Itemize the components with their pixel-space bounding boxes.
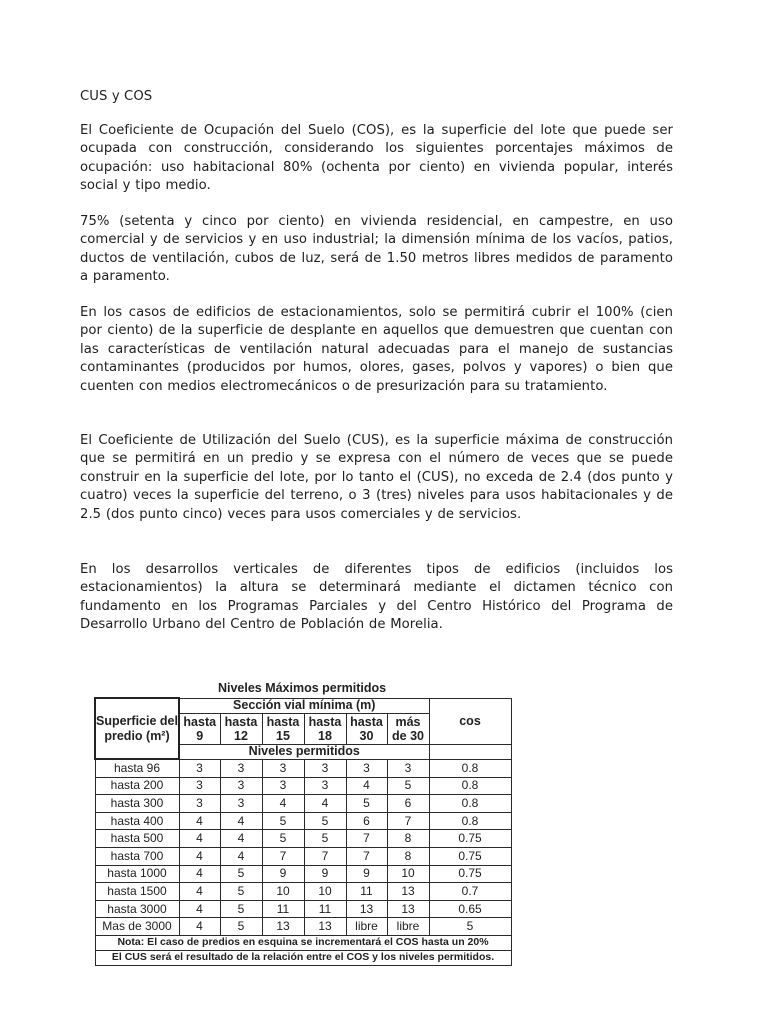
superficie-cell: hasta 200 xyxy=(95,777,179,795)
niveles-cell: 3 xyxy=(304,759,346,777)
niveles-cell: 5 xyxy=(346,795,387,813)
niveles-cell: 4 xyxy=(346,777,387,795)
niveles-cell: 7 xyxy=(346,830,387,848)
cos-cell: 0.8 xyxy=(429,812,511,830)
table-note-row xyxy=(95,950,511,965)
table-row xyxy=(95,759,511,777)
superficie-cell: hasta 1500 xyxy=(95,883,179,901)
niveles-cell: 5 xyxy=(387,777,429,795)
table-note: El CUS será el resultado de la relación entre el COS y los niveles permitidos. xyxy=(95,950,511,965)
niveles-cell: 7 xyxy=(304,847,346,865)
niveles-cell: 8 xyxy=(387,847,429,865)
niveles-cell: 11 xyxy=(262,900,304,918)
cos-cell: 5 xyxy=(429,918,511,936)
table-row xyxy=(95,777,511,795)
niveles-cell: 7 xyxy=(387,812,429,830)
table-row xyxy=(95,830,511,848)
niveles-cell: 13 xyxy=(304,918,346,936)
niveles-cell: 5 xyxy=(304,830,346,848)
niveles-cell: 10 xyxy=(262,883,304,901)
niveles-cell: 10 xyxy=(387,865,429,883)
niveles-cell: 3 xyxy=(179,777,220,795)
niveles-cell: libre xyxy=(387,918,429,936)
niveles-cell: 5 xyxy=(220,883,262,901)
niveles-cell: 4 xyxy=(179,830,220,848)
cos-header-spacer xyxy=(429,744,511,759)
cos-cell: 0.8 xyxy=(429,795,511,813)
niveles-cell: 4 xyxy=(179,883,220,901)
niveles-cell: 7 xyxy=(262,847,304,865)
niveles-cell: 5 xyxy=(220,918,262,936)
niveles-cell: 9 xyxy=(346,865,387,883)
niveles-cell: 3 xyxy=(220,795,262,813)
niveles-table-figure xyxy=(94,680,510,973)
cos-cell: 0.75 xyxy=(429,830,511,848)
superficie-cell: hasta 700 xyxy=(95,847,179,865)
page-heading: CUS y COS xyxy=(80,89,153,104)
niveles-cell: 13 xyxy=(387,883,429,901)
niveles-cell: 4 xyxy=(179,847,220,865)
niveles-cell: 13 xyxy=(346,900,387,918)
table-row xyxy=(95,883,511,901)
paragraph-cus: El Coeficiente de Utilización del Suelo (CUS), es la superficie máxima de construcción que se permitirá en un predio y se expresa con el número de veces que se puede construir en la superficie del lote, por lo tanto el (CUS), no exceda de 2.4 (dos punto y cuatro) veces la superficie del terreno, o 3 (tres) niveles para usos habitacionales y de 2.5 (dos punto cinco) veces para usos comerciales y de servicios. xyxy=(80,433,673,522)
niveles-cell: 4 xyxy=(220,812,262,830)
column-header: hasta 12 xyxy=(220,713,262,744)
niveles-cell: 11 xyxy=(346,883,387,901)
table-note: Nota: El caso de predios en esquina se incrementará el COS hasta un 20% xyxy=(95,935,511,950)
niveles-cell: 4 xyxy=(179,918,220,936)
cos-cell: 0.8 xyxy=(429,759,511,777)
niveles-cell: 5 xyxy=(262,830,304,848)
table-row xyxy=(95,847,511,865)
niveles-cell: 13 xyxy=(387,900,429,918)
niveles-cell: 10 xyxy=(304,883,346,901)
paragraph-cos: El Coeficiente de Ocupación del Suelo (COS), es la superficie del lote que puede ser ocupada con construcción, considerando los siguientes porcentajes máximos de ocupación: uso habitacional 80% (ochenta por ciento) en vivienda popular, interés social y tipo medio. xyxy=(80,123,673,194)
superficie-cell: hasta 1000 xyxy=(95,865,179,883)
niveles-cell: 4 xyxy=(179,865,220,883)
niveles-cell: 5 xyxy=(304,812,346,830)
niveles-cell: libre xyxy=(346,918,387,936)
niveles-cell: 6 xyxy=(346,812,387,830)
paragraph-desarrollos-verticales: En los desarrollos verticales de diferentes tipos de edificios (incluidos los estacionamientos) la altura se determinará mediante el dictamen técnico con fundamento en los Programas Parciales y del Centro Histórico del Programa de Desarrollo Urbano del Centro de Población de Morelia. xyxy=(80,562,673,633)
niveles-permitidos-header: Niveles permitidos xyxy=(179,744,429,759)
column-header: hasta 30 xyxy=(346,713,387,744)
cos-cell: 0.8 xyxy=(429,777,511,795)
cos-cell: 0.75 xyxy=(429,847,511,865)
niveles-cell: 7 xyxy=(346,847,387,865)
column-header: hasta 18 xyxy=(304,713,346,744)
column-header: más de 30 xyxy=(387,713,429,744)
superficie-header: Superficie del predio (m²) xyxy=(95,698,179,759)
column-header: hasta 15 xyxy=(262,713,304,744)
niveles-cell: 9 xyxy=(262,865,304,883)
superficie-cell: hasta 96 xyxy=(95,759,179,777)
niveles-cell: 3 xyxy=(346,759,387,777)
niveles-cell: 8 xyxy=(387,830,429,848)
table-note-row xyxy=(95,935,511,950)
table-row xyxy=(95,900,511,918)
niveles-cell: 3 xyxy=(179,759,220,777)
niveles-cell: 13 xyxy=(262,918,304,936)
niveles-cell: 3 xyxy=(262,777,304,795)
superficie-cell: hasta 3000 xyxy=(95,900,179,918)
table-title: Niveles Máximos permitidos xyxy=(217,681,387,695)
niveles-cell: 6 xyxy=(387,795,429,813)
table-row xyxy=(95,812,511,830)
niveles-table xyxy=(94,697,512,966)
table-row xyxy=(95,795,511,813)
niveles-cell: 4 xyxy=(179,812,220,830)
seccion-vial-header: Sección vial mínima (m) xyxy=(179,698,429,713)
superficie-cell: Mas de 3000 xyxy=(95,918,179,936)
niveles-cell: 5 xyxy=(220,900,262,918)
cos-cell: 0.7 xyxy=(429,883,511,901)
superficie-cell: hasta 500 xyxy=(95,830,179,848)
superficie-cell: hasta 400 xyxy=(95,812,179,830)
niveles-cell: 5 xyxy=(262,812,304,830)
cos-cell: 0.75 xyxy=(429,865,511,883)
cos-cell: 0.65 xyxy=(429,900,511,918)
niveles-cell: 3 xyxy=(262,759,304,777)
niveles-cell: 3 xyxy=(304,777,346,795)
paragraph-estacionamientos: En los casos de edificios de estacionamientos, solo se permitirá cubrir el 100% (cien por ciento) de la superficie de desplante en aquellos que demuestren que cuentan con las características de ventilación natural adecuadas para el manejo de sustancias contaminantes (producidos por humos, olores, gases, polvos y vapores) o bien que cuenten con medios electromecánicos o de presurización para su tratamiento. xyxy=(80,305,673,394)
niveles-cell: 4 xyxy=(304,795,346,813)
niveles-cell: 3 xyxy=(220,759,262,777)
niveles-cell: 4 xyxy=(220,830,262,848)
niveles-cell: 4 xyxy=(262,795,304,813)
cos-header: cos xyxy=(429,698,511,744)
table-row xyxy=(95,918,511,936)
paragraph-residencial: 75% (setenta y cinco por ciento) en vivienda residencial, en campestre, en uso comercial y de servicios y en uso industrial; la dimensión mínima de los vacíos, patios, ductos de ventilación, cubos de luz, será de 1.50 metros libres medidos de paramento a paramento. xyxy=(80,214,673,285)
table-row xyxy=(95,865,511,883)
niveles-cell: 4 xyxy=(179,900,220,918)
niveles-cell: 3 xyxy=(179,795,220,813)
niveles-cell: 5 xyxy=(220,865,262,883)
niveles-cell: 11 xyxy=(304,900,346,918)
niveles-cell: 9 xyxy=(304,865,346,883)
superficie-cell: hasta 300 xyxy=(95,795,179,813)
niveles-cell: 3 xyxy=(387,759,429,777)
niveles-cell: 4 xyxy=(220,847,262,865)
niveles-cell: 3 xyxy=(220,777,262,795)
column-header: hasta 9 xyxy=(179,713,220,744)
